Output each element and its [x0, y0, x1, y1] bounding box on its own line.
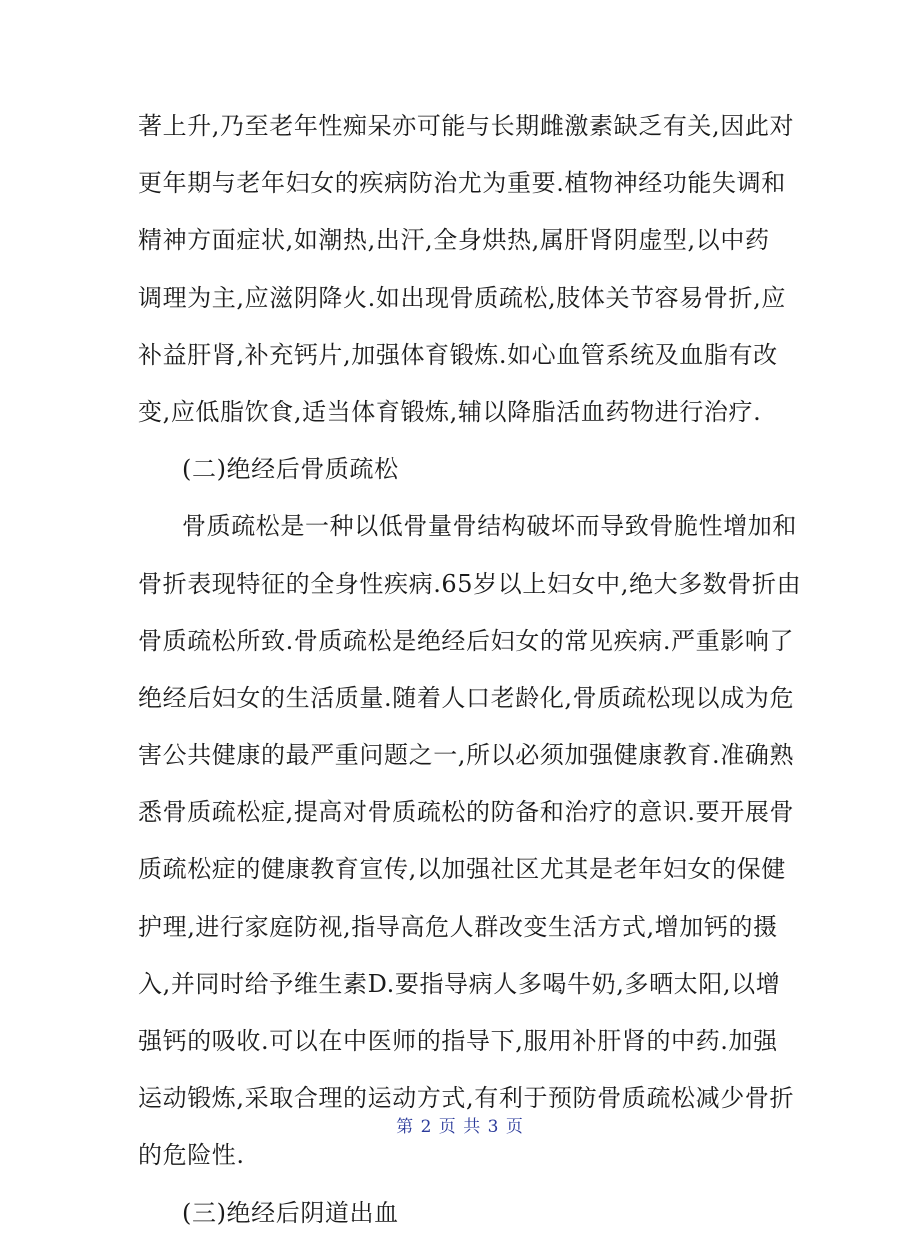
text-line: 骨质疏松所致.骨质疏松是绝经后妇女的常见疾病.严重影响了	[138, 626, 795, 655]
document-body	[138, 98, 802, 1242]
text-line: 调理为主,应滋阴降火.如出现骨质疏松,肢体关节容易骨折,应	[138, 283, 786, 312]
section-heading-3: (三)绝经后阴道出血	[182, 1198, 399, 1227]
text-line: 质疏松症的健康教育宣传,以加强社区尤其是老年妇女的保健	[138, 855, 786, 884]
text-line: 骨质疏松是一种以低骨量骨结构破坏而导致骨脆性增加和	[182, 512, 797, 541]
text-line: 骨折表现特征的全身性疾病.65岁以上妇女中,绝大多数骨折由	[138, 569, 802, 598]
text-line: 悉骨质疏松症,提高对骨质疏松的防备和治疗的意识.要开展骨	[138, 798, 795, 827]
text-line: 绝经后妇女的生活质量.随着人口老龄化,骨质疏松现以成为危	[138, 683, 795, 712]
section-heading-2: (二)绝经后骨质疏松	[182, 455, 399, 484]
text-line: 更年期与老年妇女的疾病防治尤为重要.植物神经功能失调和	[138, 169, 786, 198]
text-line: 的危险性.	[138, 1141, 245, 1170]
text-line: 著上升,乃至老年性痴呆亦可能与长期雌激素缺乏有关,因此对	[138, 112, 795, 140]
text-line: 护理,进行家庭防视,指导高危人群改变生活方式,增加钙的摄	[138, 912, 778, 941]
text-line: 强钙的吸收.可以在中医师的指导下,服用补肝肾的中药.加强	[138, 1027, 778, 1055]
page-footer: 第 2 页 共 3 页	[396, 1117, 524, 1137]
text-line: 补益肝肾,补充钙片,加强体育锻炼.如心血管系统及血脂有改	[138, 340, 778, 369]
text-line: 精神方面症状,如潮热,出汗,全身烘热,属肝肾阴虚型,以中药	[138, 226, 770, 255]
text-line: 运动锻炼,采取合理的运动方式,有利于预防骨质疏松减少骨折	[138, 1084, 795, 1113]
text-line: 入,并同时给予维生素D.要指导病人多喝牛奶,多晒太阳,以增	[138, 969, 781, 998]
text-line: 变,应低脂饮食,适当体育锻炼,辅以降脂活血药物进行治疗.	[138, 397, 762, 426]
text-line: 害公共健康的最严重问题之一,所以必须加强健康教育.准确熟	[138, 741, 795, 770]
